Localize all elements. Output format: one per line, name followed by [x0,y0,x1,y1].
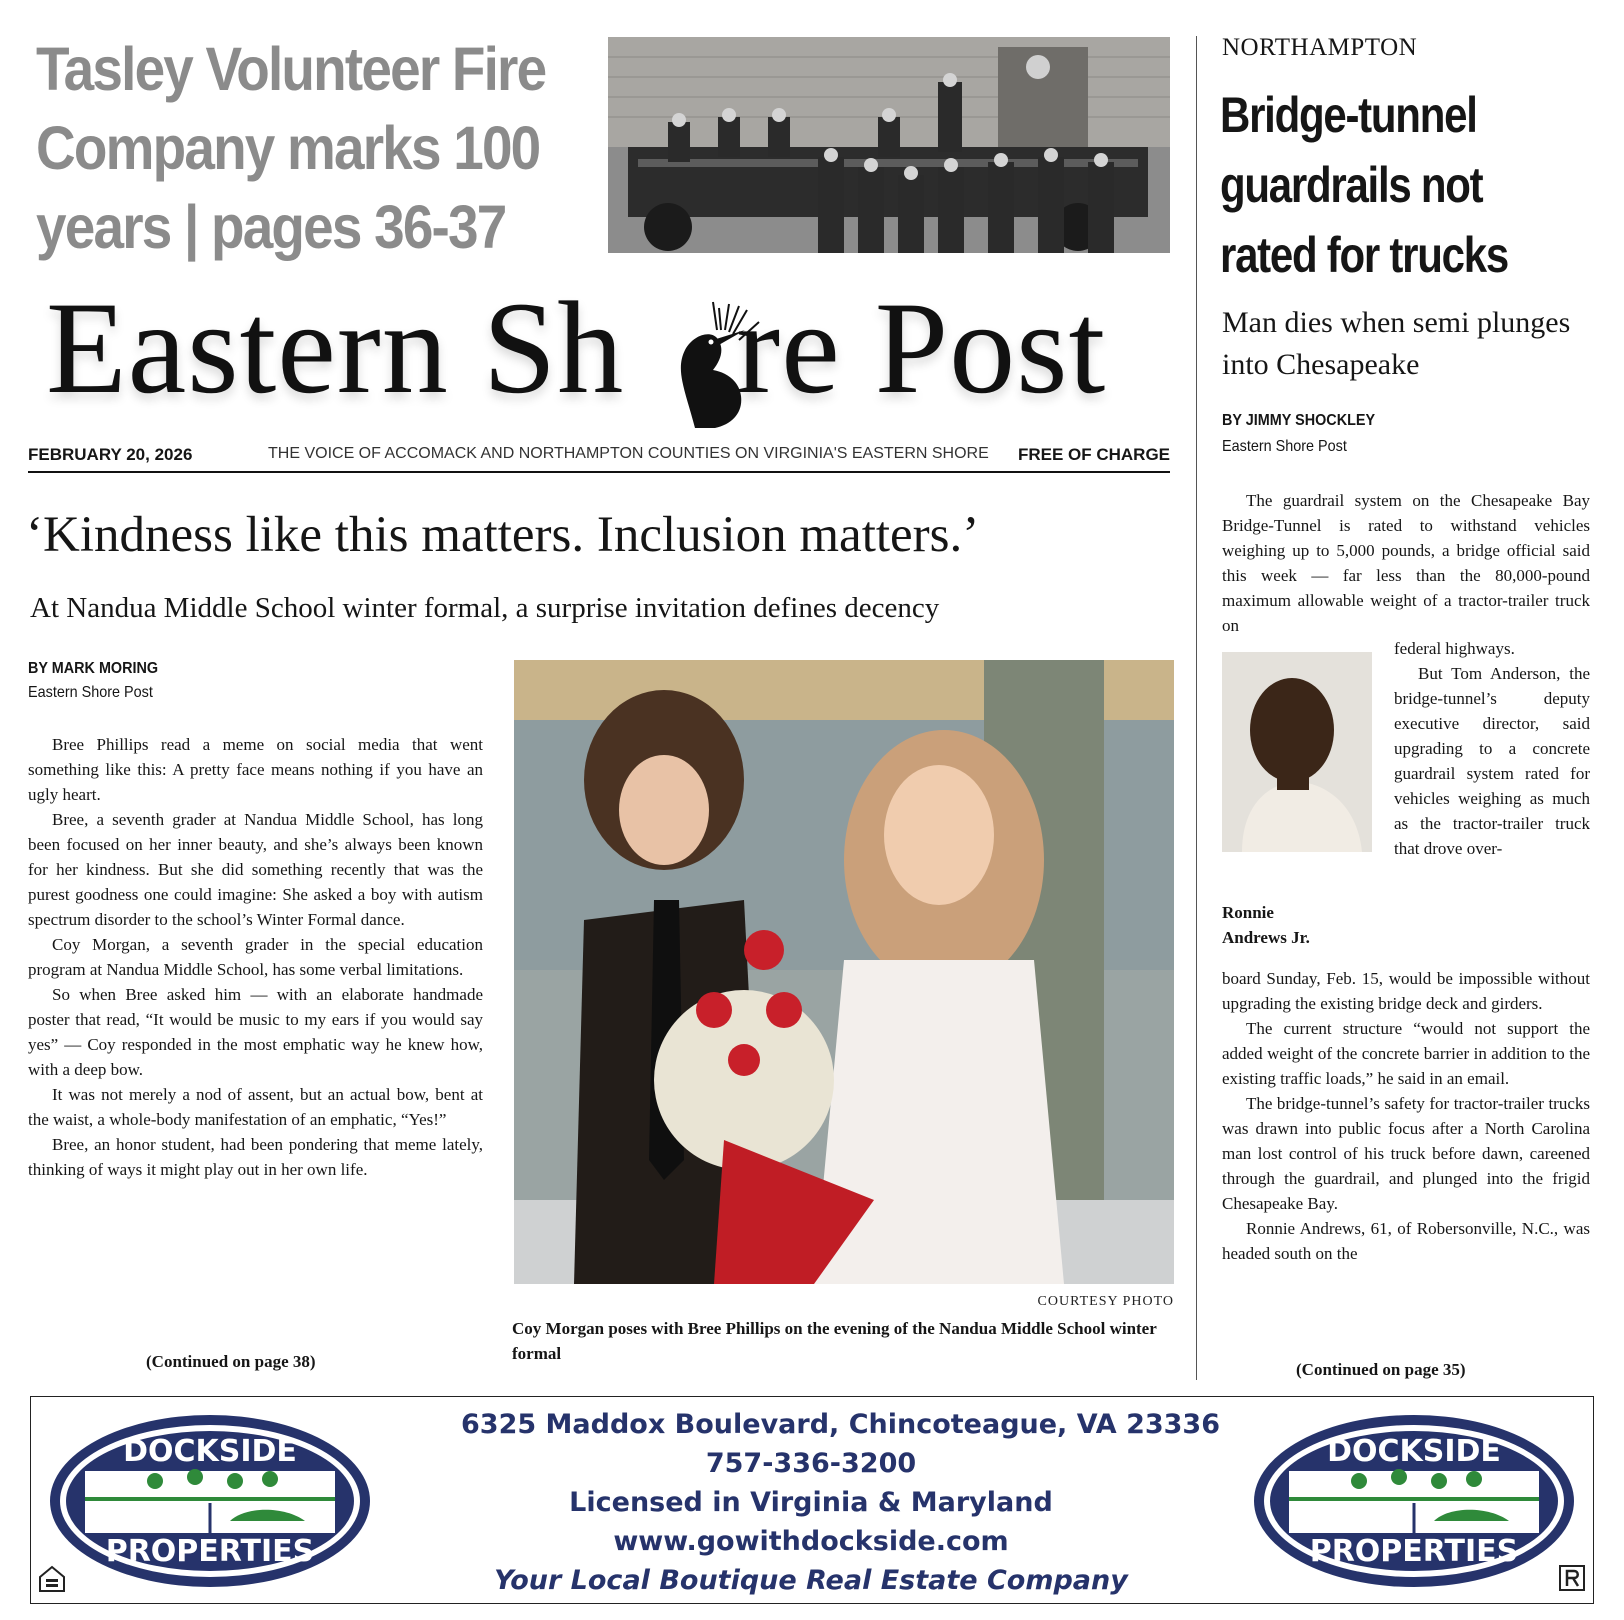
photo-credit: COURTESY PHOTO [1037,1294,1174,1309]
fire-company-photo-illustration [608,37,1170,253]
masthead-title[interactable] [46,268,1166,428]
article-paragraph: It was not merely a nod of assent, but an actual bow, bent at the waist, a whole-body manifestation of an emphatic, “Yes!” [28,1085,483,1129]
ad-website[interactable]: www.gowithdockside.com [613,1526,1009,1557]
equal-housing-icon [37,1563,67,1597]
side-publication: Eastern Shore Post [1222,438,1347,455]
logo-bottom-text: PROPERTIES [1309,1534,1519,1569]
dateline [28,441,1170,473]
section-label: NORTHAMPTON [1222,34,1418,61]
article-paragraph: Bree Phillips read a meme on social media that went something like this: A pretty face means nothing if you have an ugly heart. [28,735,483,804]
main-byline: BY MARK MORING [28,660,159,677]
article-paragraph: The current structure “would not support the added weight of the concrete barrier in addition to the existing traffic loads,” he said in an email. [1222,1019,1590,1088]
mugshot-photo[interactable] [1222,652,1372,852]
fire-company-photo[interactable] [608,37,1170,253]
side-headline-line: rated for trucks [1220,227,1508,283]
column-divider [1196,36,1197,1380]
side-continued-link[interactable]: (Continued on page 35) [1296,1360,1466,1379]
mugshot-illustration [1222,652,1372,852]
teaser-line: Company marks 100 [36,114,540,182]
ad-address: 6325 Maddox Boulevard, Chincoteague, VA 23336 [461,1409,1221,1440]
dockside-logo-icon [45,1411,375,1591]
article-paragraph: The guardrail system on the Chesapeake Bay Bridge-Tunnel is rated to withstand vehicles weighing up to 5,000 pounds, a bridge official said this week — far less than the 80,000-pound maximum allowable weight of a tractor-trailer truck on [1222,491,1590,635]
article-paragraph: But Tom Anderson, the bridge-tunnel’s deputy executive director, said upgrading to a concrete guardrail system rated for vehicles weighing as much as the tractor-trailer truck that drove over- [1394,664,1590,858]
article-paragraph: board Sunday, Feb. 15, would be impossible without upgrading the existing bridge deck and girders. [1222,969,1590,1013]
masthead-title-part: Eastern Sh [46,274,625,421]
side-article-body [1222,488,1590,638]
dockside-logo-icon [1249,1411,1579,1591]
realtor-icon [1557,1563,1587,1597]
ad-slogan: Your Local Boutique Real Estate Company [494,1565,1128,1596]
ad-phone[interactable]: 757-336-3200 [705,1448,917,1479]
masthead-title-part: re Post [736,274,1107,421]
ad-text-block [461,1397,1221,1600]
teaser-line: years | pages 36-37 [36,193,506,261]
main-subhead: At Nandua Middle School winter formal, a surprise invitation defines decency [30,592,940,624]
article-paragraph: The bridge-tunnel’s safety for tractor-trailer trucks was drawn into public focus after a North Carolina man lost control of his truck before dawn, careened through the guardrail, and plunged into the frigid Chesapeake Bay. [1222,1094,1590,1213]
side-subhead: Man dies when semi plunges into Chesapeake [1222,306,1571,381]
teaser-line: Tasley Volunteer Fire [36,35,546,103]
side-article-body-continued [1222,966,1590,1266]
main-article-body [28,732,483,1182]
dockside-advertisement[interactable] [30,1396,1594,1604]
issue-date: FEBRUARY 20, 2026 [28,445,193,464]
fire-company-teaser[interactable] [36,30,546,267]
main-continued-link[interactable]: (Continued on page 38) [146,1352,316,1371]
mugshot-caption [1222,900,1310,950]
logo-top-text: DOCKSIDE [123,1434,297,1469]
masthead-tagline: THE VOICE OF ACCOMACK AND NORTHAMPTON COUNTIES ON VIRGINIA'S EASTERN SHORE [268,445,989,462]
article-paragraph: Coy Morgan, a seventh grader in the special education program at Nandua Middle School, has some verbal limitations. [28,935,483,979]
logo-bottom-text: PROPERTIES [105,1534,315,1569]
photo-caption: Coy Morgan poses with Bree Phillips on the evening of the Nandua Middle School winter formal [512,1319,1157,1363]
side-byline: BY JIMMY SHOCKLEY [1222,412,1376,429]
side-article-body-wrap [1394,636,1590,861]
logo-top-text: DOCKSIDE [1327,1434,1501,1469]
issue-price: FREE OF CHARGE [1017,445,1170,464]
main-headline[interactable]: ‘Kindness like this matters. Inclusion matters.’ [26,507,980,563]
article-paragraph: federal highways. [1394,639,1515,658]
mugshot-caption-line: Andrews Jr. [1222,928,1310,947]
side-headline-line: guardrails not [1220,157,1483,213]
ad-license: Licensed in Virginia & Maryland [569,1487,1053,1518]
main-publication: Eastern Shore Post [28,684,153,701]
side-headline[interactable] [1220,80,1556,290]
mugshot-caption-line: Ronnie [1222,903,1274,922]
winter-formal-photo-illustration [514,660,1174,1284]
article-paragraph: Bree, a seventh grader at Nandua Middle School, has long been focused on her inner beauty, and she’s always been known for her kindness. But she did something recently that was the purest goodness one could imagine: She asked a boy with autism spectrum disorder to the school’s Winter Formal dance. [28,810,483,929]
heron-logo-icon [655,300,765,430]
winter-formal-photo[interactable] [514,660,1174,1284]
article-paragraph: Bree, an honor student, had been pondering that meme lately, thinking of ways it might play out in her own life. [28,1135,483,1179]
article-paragraph: So when Bree asked him — with an elaborate handmade poster that read, “It would be music to my ears if you would say yes” — Coy responded in the most emphatic way he knew how, with a deep bow. [28,985,483,1079]
article-paragraph: Ronnie Andrews, 61, of Robersonville, N.C., was headed south on the [1222,1219,1590,1263]
side-headline-line: Bridge-tunnel [1220,87,1477,143]
